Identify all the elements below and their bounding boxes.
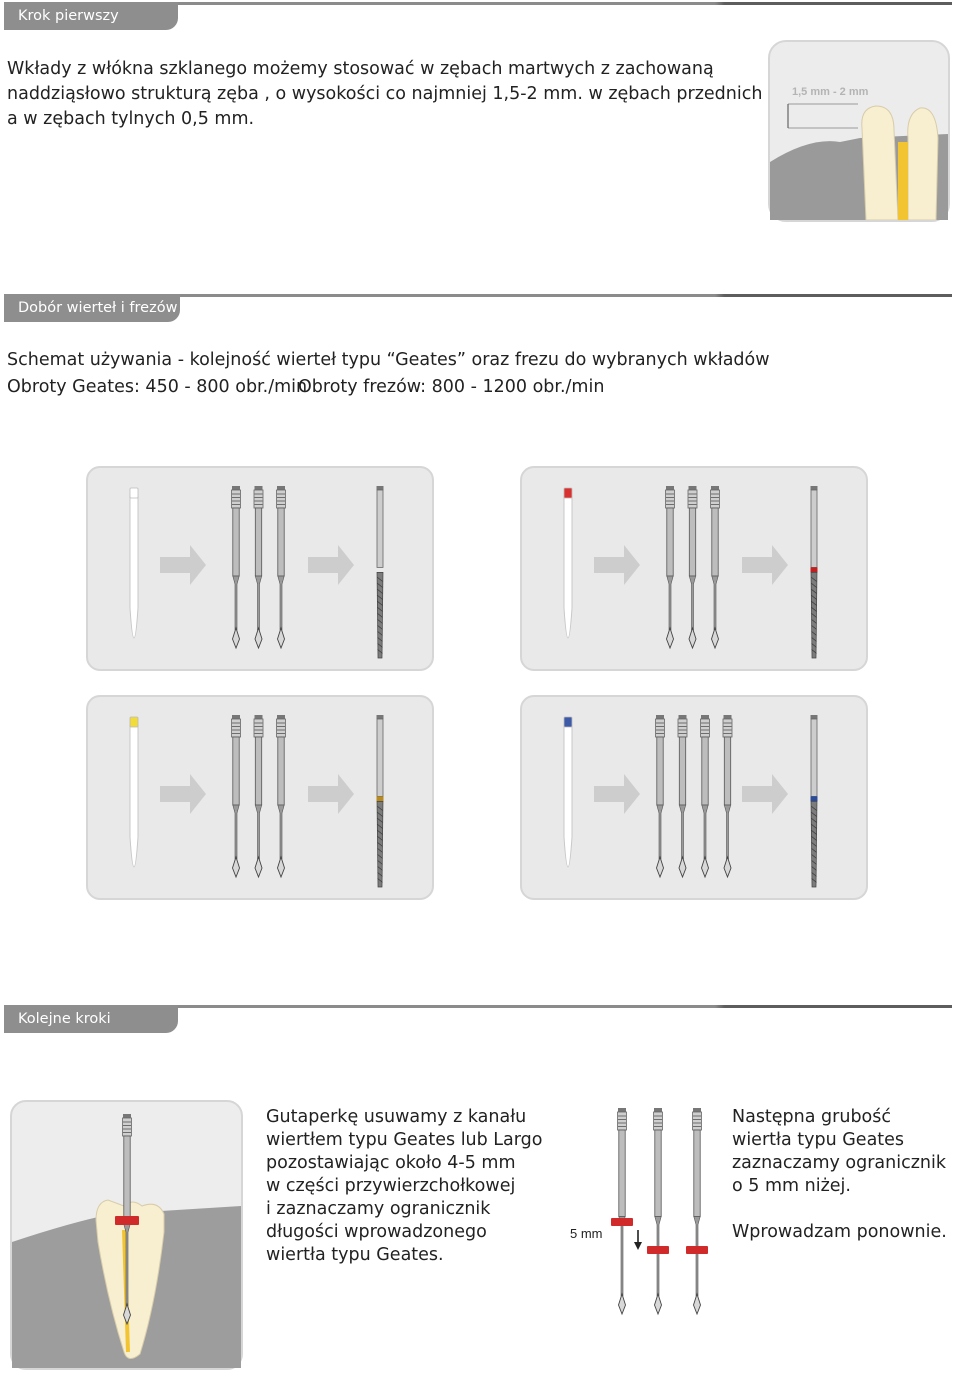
section-header-kolejne <box>4 1005 952 1033</box>
canal-figure <box>10 1100 243 1370</box>
instruction-line: Gutaperkę usuwamy z kanału <box>266 1107 527 1127</box>
arrow-right-icon <box>308 774 354 814</box>
kit-illustration <box>88 697 432 898</box>
reamer-ring <box>811 567 818 572</box>
kit-illustration <box>522 468 866 669</box>
geates-drill <box>232 486 241 648</box>
post-color-cap <box>130 717 138 727</box>
geates-drill <box>254 486 263 648</box>
reamer-ring <box>811 796 818 801</box>
fiber-post <box>130 488 138 638</box>
length-stopper <box>611 1218 633 1226</box>
stopper-drills-figure <box>560 1100 720 1320</box>
fiber-post <box>564 717 572 867</box>
geates-drill <box>723 715 732 877</box>
instruction-line: wiertłem typu Geates lub Largo <box>266 1130 543 1150</box>
kit-illustration <box>522 697 866 898</box>
reamer-drill <box>811 715 818 887</box>
reinsert-text: Wprowadzam ponownie. <box>732 1222 947 1242</box>
intro-line: a w zębach tylnych 0,5 mm. <box>7 109 255 129</box>
tooth-right <box>908 108 938 220</box>
geates-drill <box>277 486 286 648</box>
kit-illustration <box>88 468 432 669</box>
arrow-right-icon <box>742 545 788 585</box>
geates-drill <box>656 715 665 877</box>
geates-drill <box>688 486 697 648</box>
right-instructions <box>732 1106 946 1198</box>
measure-label: 1,5 mm - 2 mm <box>792 86 869 98</box>
arrow-right-icon <box>594 774 640 814</box>
post-color-cap <box>130 488 138 498</box>
reamer-drill <box>377 715 384 887</box>
rpm-geates: Obroty Geates: 450 - 800 obr./min <box>7 377 308 397</box>
down-arrow-icon <box>634 1230 642 1250</box>
section-tab-label: Kolejne kroki <box>4 1005 178 1033</box>
geates-drill-1 <box>618 1108 627 1314</box>
geates-drill <box>701 715 710 877</box>
instruction-line: zaznaczamy ogranicznik <box>732 1153 946 1173</box>
length-stopper <box>115 1216 139 1225</box>
arrow-right-icon <box>742 774 788 814</box>
intro-paragraph <box>7 57 762 132</box>
post-color-cap <box>564 488 572 498</box>
geates-drill <box>666 486 675 648</box>
instruction-line: i zaznaczamy ogranicznik <box>266 1199 491 1219</box>
schema-line: Schemat używania - kolejność wierteł typu “Geates” oraz frezu do wybranych wkładów <box>7 350 770 370</box>
section-header-dobor <box>4 294 952 322</box>
section-tab-label: Dobór wierteł i frezów <box>4 294 180 322</box>
intro-line: naddziąsłowo strukturą zęba , o wysokości co najmniej 1,5-2 mm. w zębach przednich <box>7 84 763 104</box>
kit-panel-red <box>520 466 868 671</box>
fiber-post <box>130 717 138 867</box>
kit-panel-white <box>86 466 434 671</box>
reamer-ring <box>377 796 384 801</box>
reamer-drill <box>811 486 818 658</box>
length-stopper <box>647 1246 669 1254</box>
arrow-right-icon <box>160 774 206 814</box>
post-color-cap <box>564 717 572 727</box>
geates-drill-3 <box>693 1108 702 1314</box>
arrow-right-icon <box>594 545 640 585</box>
geates-drill <box>232 715 241 877</box>
geates-drill <box>277 715 286 877</box>
tooth-left <box>862 106 898 220</box>
arrow-right-icon <box>160 545 206 585</box>
rpm-frez: Obroty frezów: 800 - 1200 obr./min <box>298 377 605 397</box>
canal-illustration <box>12 1102 241 1368</box>
stopper-drills <box>560 1100 720 1320</box>
reamer-drill <box>377 486 384 658</box>
length-stopper <box>686 1246 708 1254</box>
tooth-height-illustration <box>770 42 948 220</box>
left-instructions <box>266 1106 543 1267</box>
geates-drill <box>254 715 263 877</box>
post-in-canal <box>898 142 908 220</box>
instruction-line: długości wprowadzonego <box>266 1222 487 1242</box>
instruction-line: pozostawiając około 4-5 mm <box>266 1153 516 1173</box>
section-tab-label: Krok pierwszy <box>4 2 178 30</box>
arrow-right-icon <box>308 545 354 585</box>
geates-drill-2 <box>654 1108 663 1314</box>
kit-panel-blue <box>520 695 868 900</box>
instruction-line: wiertła typu Geates <box>732 1130 905 1150</box>
instruction-line: Następna grubość <box>732 1107 891 1127</box>
intro-line: Wkłady z włókna szklanego możemy stosować w zębach martwych z zachowaną <box>7 59 714 79</box>
kit-panel-yellow <box>86 695 434 900</box>
instruction-line: w części przywierzchołkowej <box>266 1176 516 1196</box>
section-header-krok-pierwszy <box>4 2 952 30</box>
fiber-post <box>564 488 572 638</box>
mm-label: 5 mm <box>570 1226 603 1241</box>
geates-drill <box>678 715 687 877</box>
geates-drill <box>711 486 720 648</box>
instruction-line: wiertła typu Geates. <box>266 1245 444 1265</box>
tooth-height-figure <box>768 40 950 222</box>
instruction-line: o 5 mm niżej. <box>732 1176 851 1196</box>
